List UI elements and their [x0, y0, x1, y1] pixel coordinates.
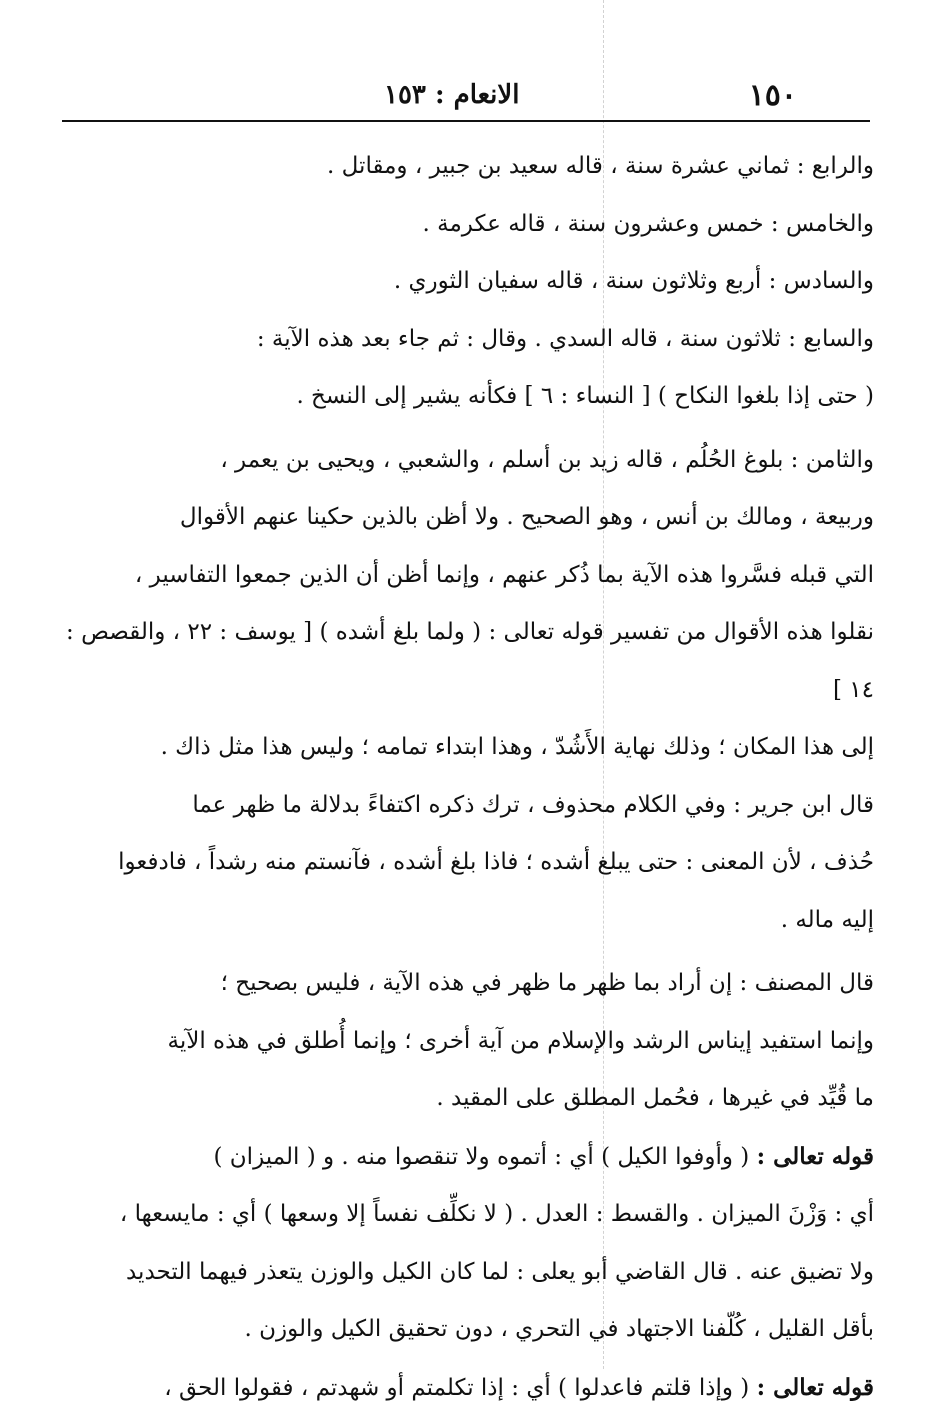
text-line: حُذف ، لأن المعنى : حتى يبلغ أشده ؛ فاذا بلغ أشده ، فآنستم منه رشداً ، فادفعوا	[66, 834, 874, 892]
text-line	[66, 1359, 874, 1417]
text-line: أي : وَزْنَ الميزان . والقسط : العدل . ( لا نكلِّف نفساً إلا وسعها ) أي : مايسعها ،	[66, 1186, 874, 1244]
text-line: نقلوا هذه الأقوال من تفسير قوله تعالى : ( ولما بلغ أشده ) [ يوسف : ٢٢ ، والقصص : ١٤ ]	[66, 604, 874, 719]
text-line: والخامس : خمس وعشرون سنة ، قاله عكرمة .	[66, 196, 874, 254]
text-line: ما قُيِّد في غيرها ، فحُمل المطلق على المقيد .	[66, 1070, 874, 1128]
text-line: ولا تضيق عنه . قال القاضي أبو يعلى : لما كان الكيل والوزن يتعذر فيهما التحديد	[66, 1244, 874, 1302]
page-number: ١٥٠	[749, 78, 797, 113]
text-line: قال المصنف : إن أراد بما ظهر ما ظهر في هذه الآية ، فليس بصحيح ؛	[66, 955, 874, 1013]
body-text	[66, 138, 874, 1417]
text-line: وربيعة ، ومالك بن أنس ، وهو الصحيح . ولا أظن بالذين حكينا عنهم الأقوال	[66, 489, 874, 547]
page-header	[64, 78, 869, 118]
text-line	[66, 1128, 874, 1187]
running-title: الانعام : ١٥٣	[384, 80, 519, 110]
header-rule	[62, 120, 870, 122]
text-segment: ( وأوفوا الكيل ) أي : أتموه ولا تنقصوا منه . و ( الميزان )	[214, 1144, 750, 1170]
text-line: بأقل القليل ، كُلّفنا الاجتهاد في التحري ، دون تحقيق الكيل والوزن .	[66, 1301, 874, 1359]
text-line: وإنما استفيد إيناس الرشد والإسلام من آية أخرى ؛ وإنما أُطلق في هذه الآية	[66, 1013, 874, 1071]
text-line: والسابع : ثلاثون سنة ، قاله السدي . وقال : ثم جاء بعد هذه الآية :	[66, 311, 874, 369]
text-line: قال ابن جرير : وفي الكلام محذوف ، ترك ذكره اكتفاءً بدلالة ما ظهر عما	[66, 777, 874, 835]
text-line: إلى هذا المكان ؛ وذلك نهاية الأَشُدّ ، وهذا ابتداء تمامه ؛ وليس هذا مثل ذاك .	[66, 719, 874, 777]
verse-lead: قوله تعالى :	[757, 1374, 874, 1401]
verse-lead: قوله تعالى :	[757, 1143, 874, 1170]
text-line: ( حتى إذا بلغوا النكاح ) [ النساء : ٦ ] فكأنه يشير إلى النسخ .	[66, 368, 874, 426]
text-line: والرابع : ثماني عشرة سنة ، قاله سعيد بن جبير ، ومقاتل .	[66, 138, 874, 196]
text-line: والثامن : بلوغ الحُلُم ، قاله زيد بن أسلم ، والشعبي ، ويحيى بن يعمر ،	[66, 432, 874, 490]
text-line: والسادس : أربع وثلاثون سنة ، قاله سفيان الثوري .	[66, 253, 874, 311]
text-line: التي قبله فسَّروا هذه الآية بما ذُكر عنهم ، وإنما أظن أن الذين جمعوا التفاسير ،	[66, 547, 874, 605]
text-line: إليه ماله .	[66, 892, 874, 950]
text-segment: ( وإذا قلتم فاعدلوا ) أي : إذا تكلمتم أو شهدتم ، فقولوا الحق ،	[164, 1375, 749, 1401]
